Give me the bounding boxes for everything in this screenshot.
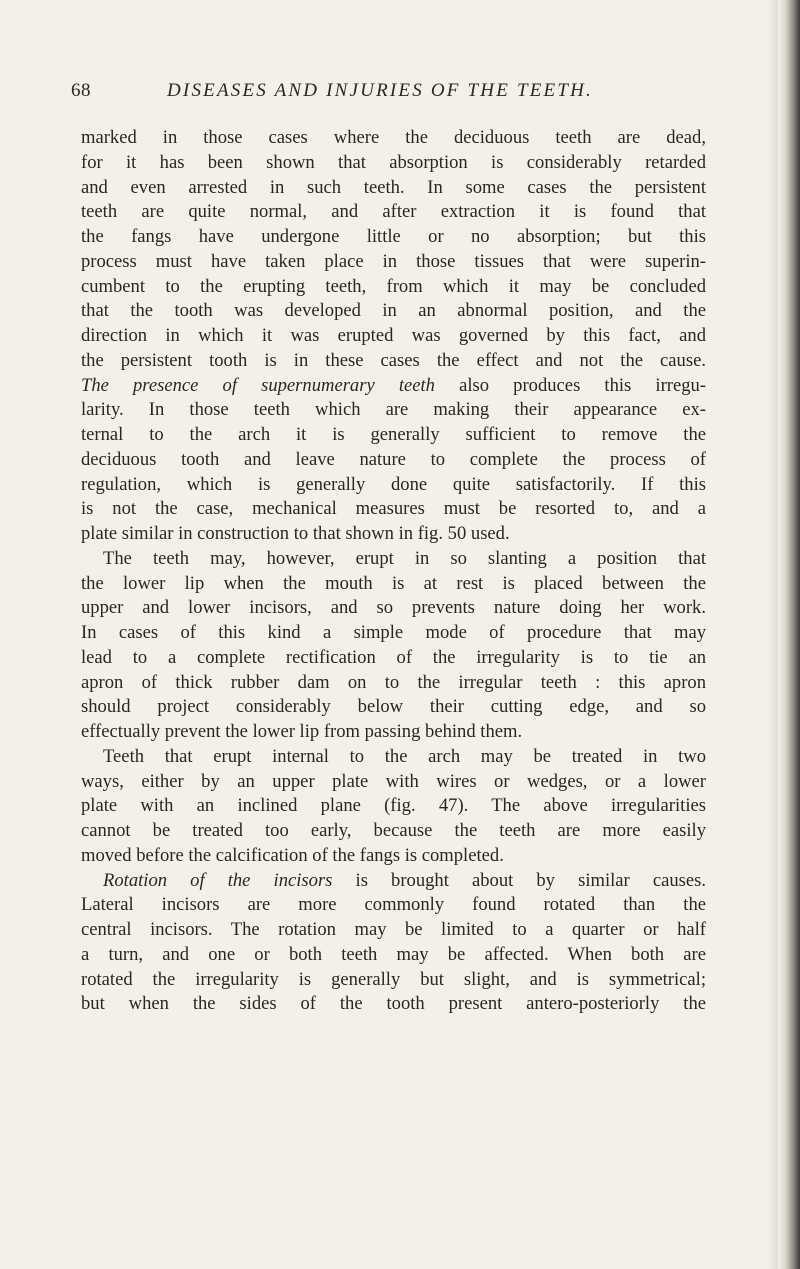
text-line: should project considerably below their cutting edge, and so (81, 696, 706, 718)
text-line: lead to a complete rectification of the irregularity is to tie an (81, 646, 706, 668)
text-line: plate with an inclined plane (fig. 47). The above irregularities (81, 795, 706, 817)
text-line: cumbent to the erupting teeth, from which it may be concluded (81, 275, 706, 297)
text-line: the persistent tooth is in these cases the effect and not the cause. (81, 349, 706, 371)
text-line: Lateral incisors are more commonly found rotated than the (81, 894, 706, 916)
text-line: and even arrested in such teeth. In some cases the persistent (81, 176, 706, 198)
text-line (81, 374, 706, 399)
gutter-shadow (768, 0, 778, 1269)
text-line: ways, either by an upper plate with wires or wedges, or a lower (81, 770, 706, 792)
body-text (81, 126, 706, 1017)
text-line: the fangs have undergone little or no absorption; but this (81, 226, 706, 247)
book-spine-edge (778, 0, 800, 1269)
text-line: rotated the irregularity is generally but slight, and is symmetrical; (81, 968, 706, 990)
text-line: deciduous tooth and leave nature to complete the process of (81, 448, 706, 470)
text-line: marked in those cases where the deciduous teeth are dead, (81, 127, 706, 148)
text-line: larity. In those teeth which are making their appearance ex- (81, 399, 706, 421)
line-rest: is brought about by similar causes. (332, 869, 706, 891)
text-line: Teeth that erupt internal to the arch may be treated in two (103, 745, 706, 767)
text-line: process must have taken place in those tissues that were superin- (81, 250, 706, 272)
text-line: for it has been shown that absorption is considerably retarded (81, 151, 706, 173)
text-line: effectually prevent the lower lip from passing behind them. (81, 721, 523, 742)
text-line: regulation, which is generally done quite satisfactorily. If this (81, 473, 706, 495)
text-line: cannot be treated too early, because the teeth are more easily (81, 820, 706, 841)
text-line: direction in which it was erupted was governed by this fact, and (81, 325, 706, 346)
page-header (71, 80, 711, 108)
text-line: a turn, and one or both teeth may be affected. When both are (81, 943, 706, 965)
text-line: upper and lower incisors, and so prevents nature doing her work. (81, 597, 706, 619)
text-line: apron of thick rubber dam on to the irregular teeth : this apron (81, 671, 706, 693)
text-line: The teeth may, however, erupt in so slanting a position that (103, 547, 706, 569)
text-line: moved before the calcification of the fangs is completed. (81, 844, 504, 866)
text-line: plate similar in construction to that shown in fig. 50 used. (81, 523, 510, 544)
text-line: that the tooth was developed in an abnormal position, and the (81, 300, 706, 322)
italic-phrase: Rotation of the incisors (103, 869, 333, 891)
text-line: but when the sides of the tooth present antero-posteriorly the (81, 993, 706, 1015)
text-line (81, 869, 706, 894)
text-line: In cases of this kind a simple mode of procedure that may (81, 622, 706, 643)
text-line: the lower lip when the mouth is at rest is placed between the (81, 572, 706, 594)
running-title: DISEASES AND INJURIES OF THE TEETH. (167, 80, 594, 101)
page-number: 68 (71, 80, 91, 101)
italic-phrase: The presence of supernumerary teeth (81, 374, 435, 396)
text-line: central incisors. The rotation may be limited to a quarter or half (81, 919, 706, 940)
text-line: teeth are quite normal, and after extraction it is found that (81, 201, 706, 223)
text-line: ternal to the arch it is generally sufficient to remove the (81, 424, 706, 445)
text-line: is not the case, mechanical measures must be resorted to, and a (81, 498, 706, 520)
line-rest: also produces this irregu- (434, 374, 706, 396)
